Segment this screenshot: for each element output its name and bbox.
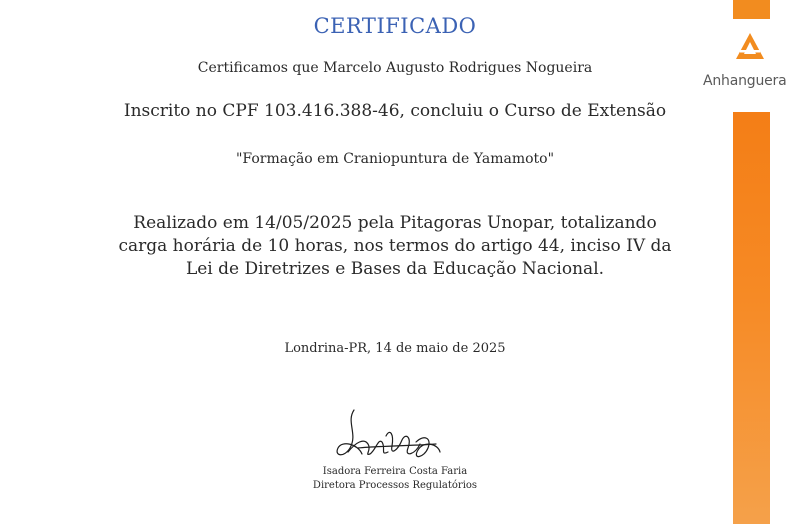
signer-role: Diretora Processos Regulatórios <box>312 480 478 491</box>
course-name: "Formação em Craniopuntura de Yamamoto" <box>235 151 555 167</box>
body-line: carga horária de 10 horas, nos termos do artigo 44, inciso IV da <box>118 236 672 256</box>
handwritten-signature <box>328 404 448 466</box>
brand-bar-top <box>733 0 770 19</box>
triangle-a-icon <box>735 32 765 60</box>
signer-name: Isadora Ferreira Costa Faria <box>322 466 468 477</box>
certificate-body <box>0 212 790 281</box>
brand-logo-text: Anhanguera <box>703 73 787 89</box>
certificate-title: CERTIFICADO <box>313 14 477 38</box>
place-date: Londrina-PR, 14 de maio de 2025 <box>284 341 506 356</box>
brand-bar <box>733 112 770 524</box>
body-line: Lei de Diretrizes e Bases da Educação Nacional. <box>185 259 605 279</box>
recipient-line: Certificamos que Marcelo Augusto Rodrigues Nogueira <box>197 60 593 76</box>
body-line: Realizado em 14/05/2025 pela Pitagoras Unopar, totalizando <box>133 213 657 233</box>
cpf-course-line: Inscrito no CPF 103.416.388-46, concluiu o Curso de Extensão <box>123 101 667 121</box>
